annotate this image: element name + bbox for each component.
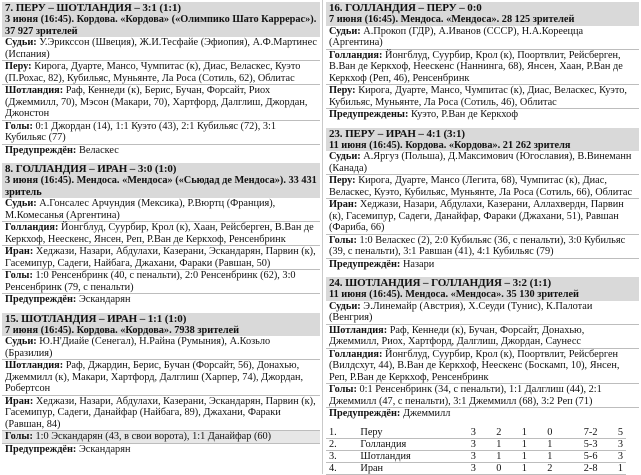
team2-lineup: Кирога, Дуарте, Мансо, Чумпитас (к), Диас, Веласкес, Куэто, Кубильяс, Муньянте, Ла Роса (Сотиль, 46), Облитас xyxy=(329,85,627,108)
referees-label: Судьи: xyxy=(5,198,37,209)
standings-wins: 1 xyxy=(496,438,502,450)
match-header xyxy=(326,277,639,301)
team2-lineup: Хеджази, Назари, Абдулахи, Казерани, Эскандарян, Парвин (к), Гасемипур, Садеги, Найбага, Джахани, Фараки (Равшан, 50) xyxy=(5,246,316,269)
team2-row xyxy=(326,85,639,109)
standings-row xyxy=(326,450,626,462)
team1-row xyxy=(326,325,639,349)
team2-row xyxy=(2,85,320,121)
standings-pos: 2. xyxy=(329,438,337,450)
standings-pos: 4. xyxy=(329,462,337,474)
warnings-value: Джеммилл xyxy=(402,408,451,419)
team1-lineup: Йонгблуд, Суурбир, Крол (к), Хаан, Рейсберген, В.Ван де Керкхоф, Неескенс, Янсен, Реп, Р.Ван де Керкхоф, Ренсенбринк xyxy=(5,222,314,245)
warnings-label: Предупреждён: xyxy=(5,443,77,455)
match-meta: 7 июня (16:45). Кордова. «Кордова». 7938 зрителей xyxy=(5,324,240,336)
team2-label: Шотландия: xyxy=(5,85,64,96)
goals-label: Голы: xyxy=(329,234,357,246)
team1-lineup: Йонгблуд, Суурбир, Крол (к), Поортвлит, Рейсберген, В.Ван де Керкхоф, Неескенс (Наннинга, 68), Янсен, Хаан, Р.Ван де Керкхоф (Реп, 46), Ренсенбринк xyxy=(329,49,623,84)
standings-pos: 3. xyxy=(329,450,337,462)
standings-row xyxy=(326,462,626,474)
team1-label: Голландия: xyxy=(329,49,383,61)
standings-played: 3 xyxy=(470,450,476,462)
standings-points: 5 xyxy=(617,426,623,438)
match-24 xyxy=(326,277,639,420)
standings-points: 3 xyxy=(617,438,623,450)
match-title: 8. ГОЛЛАНДИЯ – ИРАН – 3:0 (1:0) xyxy=(5,163,177,175)
referees-label: Судьи: xyxy=(5,336,37,347)
referees-row xyxy=(326,26,639,50)
team2-row xyxy=(326,199,639,235)
match-meta: 7 июня (16:45). Мендоса. «Мендоса». 28 125 зрителей xyxy=(329,14,575,25)
team1-lineup: Кирога, Дуарте, Мансо, Чумпитас (к), Диас, Веласкес, Куэто (П.Рохас, 82), Кубильяс, Муньянте, Ла Роса (Сотиль, 62), Облитас xyxy=(5,61,301,84)
goals-label: Голы: xyxy=(5,270,33,281)
match-7 xyxy=(2,2,320,156)
standings-row xyxy=(326,427,626,439)
warnings-row xyxy=(326,259,639,271)
goals-label: Голы: xyxy=(5,120,33,132)
standings-losses: 0 xyxy=(547,426,553,438)
team2-label: Иран: xyxy=(329,199,358,210)
team1-lineup: Раф, Джардин, Берис, Бучан (Форсайт, 56), Донахью, Джеммилл (к), Макари, Хартфорд, Далглиш (Харпер, 74), Джордан, Робертсон xyxy=(5,360,304,394)
team1-row xyxy=(326,50,639,86)
team2-label: Перу: xyxy=(329,85,356,96)
goals-value: 1:0 Веласкес (2), 2:0 Кубильяс (36, с пенальти), 3:0 Кубильяс (39, с пенальти), 3:1 Равшан (41), 4:1 Кубильяс (79) xyxy=(329,234,626,257)
referees-value: А.Прокоп (ГДР), А.Иванов (СССР), Н.А.Кореецца (Аргентина) xyxy=(329,25,584,48)
standings-draws: 1 xyxy=(521,450,527,462)
standings-losses: 2 xyxy=(547,462,553,474)
team1-label: Голландия: xyxy=(5,222,59,233)
left-column xyxy=(2,2,320,462)
match-title: 16. ГОЛЛАНДИЯ – ПЕРУ – 0:0 xyxy=(329,2,482,14)
goals-row xyxy=(326,384,639,408)
team2-row xyxy=(326,349,639,385)
team1-label: Перу: xyxy=(329,175,356,186)
referees-row xyxy=(326,301,639,325)
goals-row xyxy=(2,431,320,444)
match-15 xyxy=(2,313,320,456)
match-title: 24. ШОТЛАНДИЯ – ГОЛЛАНДИЯ – 3:2 (1:1) xyxy=(329,277,552,289)
referees-value: А.Яргуз (Польша), Д.Максимович (Югославия), В.Винеманн (Канада) xyxy=(329,151,632,174)
referees-value: Ю.Н'Диайе (Сенегал), Н.Райна (Румыния), А.Козьло (Бразилия) xyxy=(5,336,271,359)
team2-lineup: Хеджази, Назари, Абдулахи, Казерани, Аллахвердн, Парвин (к), Гасемипур, Садеги, Данайфар, Фараки (Джахани, 51), Равшан (Фариба, 66) xyxy=(329,199,624,233)
goals-label: Голы: xyxy=(329,384,357,395)
standings-wins: 2 xyxy=(496,426,502,438)
referees-label: Судьи: xyxy=(5,37,37,48)
warnings-value: Куэто, Р.Ван де Керкхоф xyxy=(410,109,518,120)
team2-row xyxy=(2,396,320,432)
standings-team: Иран xyxy=(360,462,384,474)
team1-label: Перу: xyxy=(5,61,32,72)
goals-row xyxy=(2,121,320,145)
warnings-value: Веласкес xyxy=(78,144,119,156)
standings-losses: 1 xyxy=(547,438,553,450)
warnings-value: Эскандарян xyxy=(78,443,131,455)
warnings-label: Предупреждены: xyxy=(329,109,409,120)
standings-team: Перу xyxy=(360,426,383,438)
match-header xyxy=(326,128,639,152)
team1-lineup: Кирога, Дуарте, Мансо (Легита, 68), Чумпитас (к), Диас, Веласкес, Куэто, Кубильяс, Муньянте, Ла Роса (Сотиль, 66), Облитас xyxy=(329,175,633,198)
standings-draws: 1 xyxy=(521,426,527,438)
referees-row xyxy=(2,336,320,360)
standings-pos: 1. xyxy=(329,426,337,438)
warnings-value: Эскандарян xyxy=(78,294,131,305)
goals-value: 1:0 Ренсенбринк (40, с пенальти), 2:0 Ренсенбринк (62), 3:0 Ренсенбринк (79, с пенальти) xyxy=(5,270,296,293)
standings-draws: 1 xyxy=(521,438,527,450)
team2-row xyxy=(2,246,320,270)
warnings-label: Предупреждён: xyxy=(329,408,401,419)
match-header xyxy=(326,2,639,26)
team2-lineup: Хеджази, Назари, Абдулахи, Казерани, Эскандарян, Парвин (к), Гасемипур, Садеги, Данайфар (Найбага, 89), Джахани, Фараки (Равшан, 84) xyxy=(5,395,316,430)
column-divider xyxy=(322,0,323,474)
standings-losses: 1 xyxy=(547,450,553,462)
referees-value: Э.Линемайр (Австрия), Х.Сеуди (Тунис), К.Палотаи (Венгрия) xyxy=(329,300,593,323)
referees-row xyxy=(2,198,320,222)
match-header xyxy=(2,2,320,37)
goals-row xyxy=(2,270,320,294)
team2-lineup: Йонгблуд, Суурбир, Крол (к), Поортвлит, Рейсберген (Вилдсхут, 44), В.Ван де Керкхоф, Неескенс (Боскамп, 10), Янсен, Реп, Р.Ван де Керкхоф, Ренсенбринк xyxy=(329,348,620,383)
referees-row xyxy=(326,151,639,175)
goals-row xyxy=(326,235,639,259)
match-title: 7. ПЕРУ – ШОТЛАНДИЯ – 3:1 (1:1) xyxy=(5,2,181,14)
standings-played: 3 xyxy=(470,438,476,450)
team2-lineup: Раф, Кеннеди (к), Берис, Бучан, Форсайт, Риох (Джеммилл, 70), Мэсон (Макари, 70), Хартфорд, Далглиш, Джордан, Джонстон xyxy=(5,85,308,119)
standings-goals: 2-8 xyxy=(583,462,598,474)
referees-label: Судьи: xyxy=(329,25,361,37)
warnings-row xyxy=(2,294,320,306)
standings-goals: 7-2 xyxy=(583,426,598,438)
match-meta: 3 июня (16:45). Мендоса. «Мендоса» («Сьюдад де Мендоса»). 33 431 зритель xyxy=(5,175,317,198)
standings-team: Шотландия xyxy=(360,450,411,462)
standings-played: 3 xyxy=(470,426,476,438)
team2-label: Иран: xyxy=(5,395,34,407)
goals-label: Голы: xyxy=(5,431,33,442)
team1-row xyxy=(326,175,639,199)
standings-played: 3 xyxy=(470,462,476,474)
referees-label: Судьи: xyxy=(329,300,361,312)
warnings-label: Предупреждён: xyxy=(5,144,77,156)
team1-label: Шотландия: xyxy=(329,324,388,336)
goals-value: 0:1 Ренсенбринк (34, с пенальти), 1:1 Далглиш (44), 2:1 Джеммилл (47, с пенальти), 3:1 Джеммилл (68), 3:2 Реп (71) xyxy=(329,384,602,407)
match-meta: 11 июня (16:45). Кордова. «Кордова». 21 262 зрителя xyxy=(329,139,571,151)
standings-goals: 5-6 xyxy=(583,450,598,462)
standings-team: Голландия xyxy=(360,438,407,450)
match-header xyxy=(2,163,320,198)
standings-points: 3 xyxy=(617,450,623,462)
team1-row xyxy=(2,222,320,246)
warnings-label: Предупреждён: xyxy=(5,294,77,305)
team1-row xyxy=(2,360,320,396)
team1-lineup: Раф, Кеннеди (к), Бучан, Форсайт, Донахью, Джеммилл, Риох, Хартфорд, Далглиш, Джордан, Саунесс xyxy=(329,324,585,347)
team1-label: Шотландия: xyxy=(5,360,64,371)
team2-label: Голландия: xyxy=(329,348,383,360)
standings-points: 1 xyxy=(617,462,623,474)
warnings-row xyxy=(2,444,320,456)
warnings-value: Назари xyxy=(402,258,435,270)
standings-table xyxy=(326,427,626,475)
goals-value: 0:1 Джордан (14), 1:1 Куэто (43), 2:1 Кубильяс (72), 3:1 Кубильяс (77) xyxy=(5,120,277,143)
warnings-row xyxy=(326,109,639,121)
referees-row xyxy=(2,37,320,61)
standings-draws: 1 xyxy=(521,462,527,474)
standings-row xyxy=(326,438,626,450)
warnings-row xyxy=(2,145,320,157)
warnings-row xyxy=(326,408,639,420)
match-8 xyxy=(2,163,320,306)
referees-value: А.Гонсалес Арчундия (Мексика), Р.Вюртц (Франция), М.Комесанья (Аргентина) xyxy=(5,198,276,221)
referees-label: Судьи: xyxy=(329,151,361,162)
match-16 xyxy=(326,2,639,121)
match-23 xyxy=(326,128,639,271)
match-title: 15. ШОТЛАНДИЯ – ИРАН – 1:1 (1:0) xyxy=(5,312,187,325)
match-meta: 3 июня (16:45). Кордова. «Кордова» («Олимпико Шато Каррерас»). 37 927 зрителей xyxy=(5,14,317,37)
match-header xyxy=(2,313,320,337)
right-column xyxy=(326,2,639,475)
match-meta: 11 июня (16:45). Мендоса. «Мендоса». 35 130 зрителей xyxy=(329,289,579,300)
referees-value: У.Эрикссон (Швеция), Ж.И.Тесфайе (Эфиопия), А.Ф.Мартинес (Испания) xyxy=(5,37,317,60)
standings-wins: 1 xyxy=(496,450,502,462)
standings-wins: 0 xyxy=(496,462,502,474)
team2-label: Иран: xyxy=(5,246,34,257)
goals-value: 1:0 Эскандарян (43, в свои ворота), 1:1 Данайфар (60) xyxy=(35,431,272,442)
team1-row xyxy=(2,61,320,85)
match-title: 23. ПЕРУ – ИРАН – 4:1 (3:1) xyxy=(329,127,465,140)
standings-goals: 5-3 xyxy=(583,438,598,450)
warnings-label: Предупреждён: xyxy=(329,258,401,270)
